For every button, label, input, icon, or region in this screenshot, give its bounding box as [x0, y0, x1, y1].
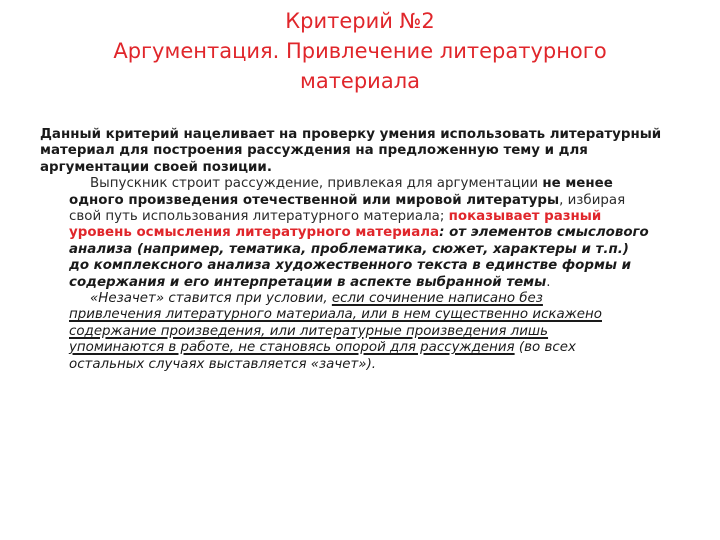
- text-run-bold-italic: содержания и его интерпретации в аспекте выбранной темы: [69, 274, 547, 290]
- text-run: .: [546, 274, 551, 290]
- text-line-underlined: привлечения литературного материала, или в нем существенно искажено: [69, 307, 602, 323]
- slide-body: [40, 127, 685, 373]
- title-line-1: Критерий №2: [285, 9, 435, 33]
- slide-title: [60, 6, 660, 96]
- text-run: «Незачет» ставится при условии,: [90, 291, 332, 307]
- paragraph-graduate-requirements: [40, 176, 685, 291]
- text-line: остальных случаях выставляется «зачет»).: [69, 356, 377, 372]
- text-run: свой путь использования литературного материала;: [69, 209, 449, 225]
- text-line: аргументации своей позиции.: [40, 159, 272, 175]
- title-line-2: Аргументация. Привлечение литературного: [113, 39, 607, 63]
- text-line: Данный критерий нацеливает на проверку умения использовать литературный: [40, 127, 662, 142]
- text-run: Выпускник строит рассуждение, привлекая для аргументации: [90, 176, 543, 192]
- title-line-3: материала: [299, 69, 420, 93]
- text-line-underlined: содержание произведения, или литературные произведения лишь: [69, 323, 549, 339]
- text-line: [69, 176, 685, 192]
- text-line: [69, 209, 685, 225]
- text-run-emphasis: не менее: [542, 176, 613, 192]
- text-run: , избирая: [559, 192, 626, 208]
- text-run-emphasis: одного произведения отечественной или мировой литературы: [69, 192, 560, 208]
- text-line: [69, 340, 685, 356]
- text-run: (во всех: [514, 340, 576, 356]
- text-line: анализа (например, тематика, проблематика, сюжет, характеры и т.п.): [69, 241, 629, 257]
- paragraph-criterion-purpose: [40, 127, 685, 176]
- text-line: [69, 225, 685, 241]
- text-line: до комплексного анализа художественного текста в единстве формы и: [69, 258, 632, 274]
- text-run-underlined: если сочинение написано без: [331, 291, 543, 307]
- paragraph-fail-condition: [40, 291, 685, 373]
- text-run-highlight: уровень осмысления литературного материала: [69, 225, 440, 241]
- text-line: материал для построения рассуждения на предложенную тему и для: [40, 143, 588, 159]
- text-run-highlight: показывает разный: [448, 209, 602, 225]
- text-line: [69, 291, 685, 307]
- text-line: [69, 275, 685, 291]
- text-run-bold-italic: : от элементов смыслового: [439, 225, 649, 241]
- text-line: [69, 193, 685, 209]
- text-run-underlined: упоминаются в работе, не становясь опорой для рассуждения: [69, 340, 515, 356]
